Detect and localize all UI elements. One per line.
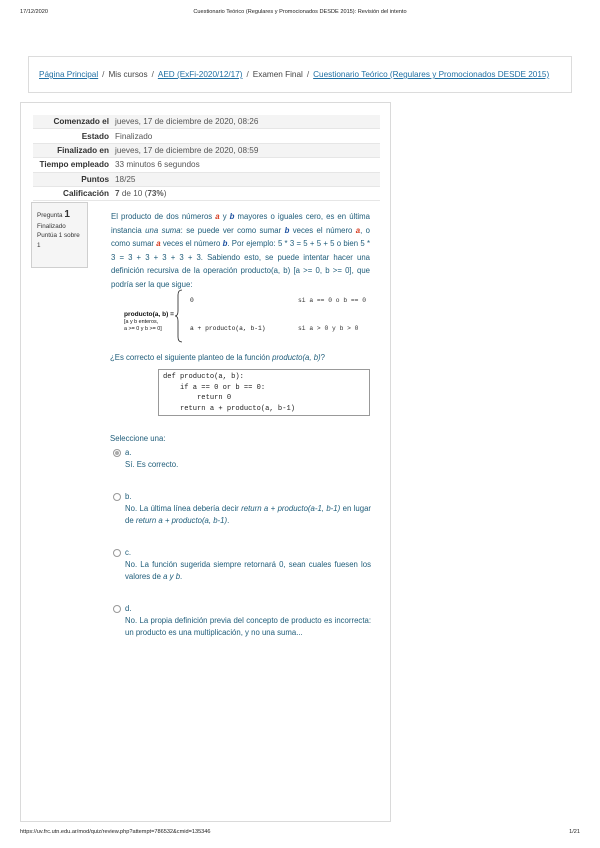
question-mark: Puntúa 1 sobre 1: [37, 232, 80, 249]
summary-key: Puntos: [33, 172, 112, 186]
summary-value: Finalizado: [112, 129, 380, 143]
formula-cond-recursive: si a > 0 y b > 0: [298, 325, 359, 332]
answer-option-a[interactable]: [113, 447, 371, 473]
option-letter: c.: [125, 548, 132, 557]
question-number: [37, 207, 82, 222]
grade-end: ): [163, 189, 167, 199]
radio-icon[interactable]: [113, 605, 121, 613]
breadcrumb-separator: /: [151, 70, 154, 79]
formula-lhs: producto(a, b) = [a y b enteros, a >= 0 y b >= 0]: [124, 311, 175, 332]
print-page-number: 1/21: [569, 829, 580, 835]
summary-row-grade: [33, 186, 380, 200]
breadcrumb-quiz[interactable]: Cuestionario Teórico (Regulares y Promocionados DESDE 2015): [313, 70, 550, 79]
option-letter: b.: [125, 492, 132, 501]
grade-percent: 73%: [147, 189, 164, 199]
grade-rest: de 10 (: [119, 189, 148, 199]
option-text: No. La propia definición previa del concepto de producto es incorrecta: un producto es una multiplicación, y no una suma...: [125, 616, 371, 638]
option-text: No. La última línea debería decir return a + producto(a-1, b-1) en lugar de return a + producto(a, b-1).: [125, 504, 371, 526]
breadcrumb-my-courses: Mis cursos: [108, 70, 148, 79]
breadcrumb-separator: /: [306, 70, 310, 79]
breadcrumb-separator: /: [102, 70, 105, 79]
formula-row-recursive: a + producto(a, b-1): [190, 325, 266, 332]
select-one-prompt: Seleccione una:: [110, 434, 166, 443]
question-ask: ¿Es correcto el siguiente planteo de la función producto(a, b)?: [110, 353, 325, 362]
formula-cond-base: si a == 0 o b == 0: [298, 297, 367, 304]
option-text: No. La función sugerida siempre retornará 0, sean cuales fuesen los valores de a y b.: [125, 560, 371, 582]
summary-row-finished: [33, 143, 380, 157]
summary-value: 18/25: [112, 172, 380, 186]
print-url: https://uv.frc.utn.edu.ar/mod/quiz/review.php?attempt=786532&cmid=135346: [20, 829, 211, 835]
summary-row-started: [33, 115, 380, 129]
summary-value: jueves, 17 de diciembre de 2020, 08:59: [112, 143, 380, 157]
question-text: El producto de dos números a y b mayores o iguales cero, es en última instancia una suma: se puede ver como sumar b veces el número a, o como sumar a veces el número b. Por ejemplo: 5 * 3 = 5 + 5 + 5 o bien 5 * 3 = 3 + 3 + 3 + 3 + 3. Sabiendo esto, se puede intentar hacer una definición recursiva de la operación producto(a, b) [a >= 0, b >= 0], que podría ser la que sigue:: [111, 212, 371, 289]
answer-option-d[interactable]: [113, 603, 371, 643]
option-text: Sí. Es correcto.: [125, 460, 179, 469]
summary-row-points: [33, 172, 380, 186]
summary-row-time: [33, 158, 380, 172]
summary-value: 33 minutos 6 segundos: [112, 158, 380, 172]
recursive-definition-formula: [124, 289, 386, 343]
print-title: Cuestionario Teórico (Regulares y Promocionados DESDE 2015): Revisión del intento: [193, 9, 407, 15]
print-date: 17/12/2020: [20, 9, 48, 15]
attempt-summary-table: [33, 115, 380, 201]
breadcrumb-course[interactable]: AED (ExFi-2020/12/17): [157, 70, 243, 79]
summary-row-state: [33, 129, 380, 143]
radio-icon[interactable]: [113, 493, 121, 501]
curly-brace-icon: [174, 289, 184, 343]
answer-option-c[interactable]: [113, 547, 371, 587]
breadcrumb-section: Examen Final: [252, 70, 303, 79]
question-info-box: [31, 202, 88, 268]
summary-key: Estado: [33, 129, 112, 143]
formula-row-base: 0: [190, 297, 194, 304]
breadcrumb-separator: /: [246, 70, 249, 79]
summary-value: [112, 186, 380, 200]
breadcrumb-home[interactable]: Página Principal: [39, 70, 99, 79]
summary-value: jueves, 17 de diciembre de 2020, 08:26: [112, 115, 380, 129]
summary-key: Calificación: [33, 186, 112, 200]
grade-number: 7: [115, 189, 120, 199]
summary-key: Finalizado en: [33, 143, 112, 157]
summary-key: Comenzado el: [33, 115, 112, 129]
question-state: Finalizado: [37, 223, 66, 230]
radio-icon[interactable]: [113, 549, 121, 557]
breadcrumb: [28, 56, 572, 93]
question-label: Pregunta: [37, 212, 63, 219]
summary-key: Tiempo empleado: [33, 158, 112, 172]
answer-option-b[interactable]: [113, 491, 371, 531]
option-letter: d.: [125, 604, 132, 613]
option-letter: a.: [125, 448, 132, 457]
question-number-value: 1: [64, 209, 70, 220]
code-block: def producto(a, b): if a == 0 or b == 0: return 0 return a + producto(a, b-1): [158, 369, 370, 416]
radio-selected-icon[interactable]: [113, 449, 121, 457]
